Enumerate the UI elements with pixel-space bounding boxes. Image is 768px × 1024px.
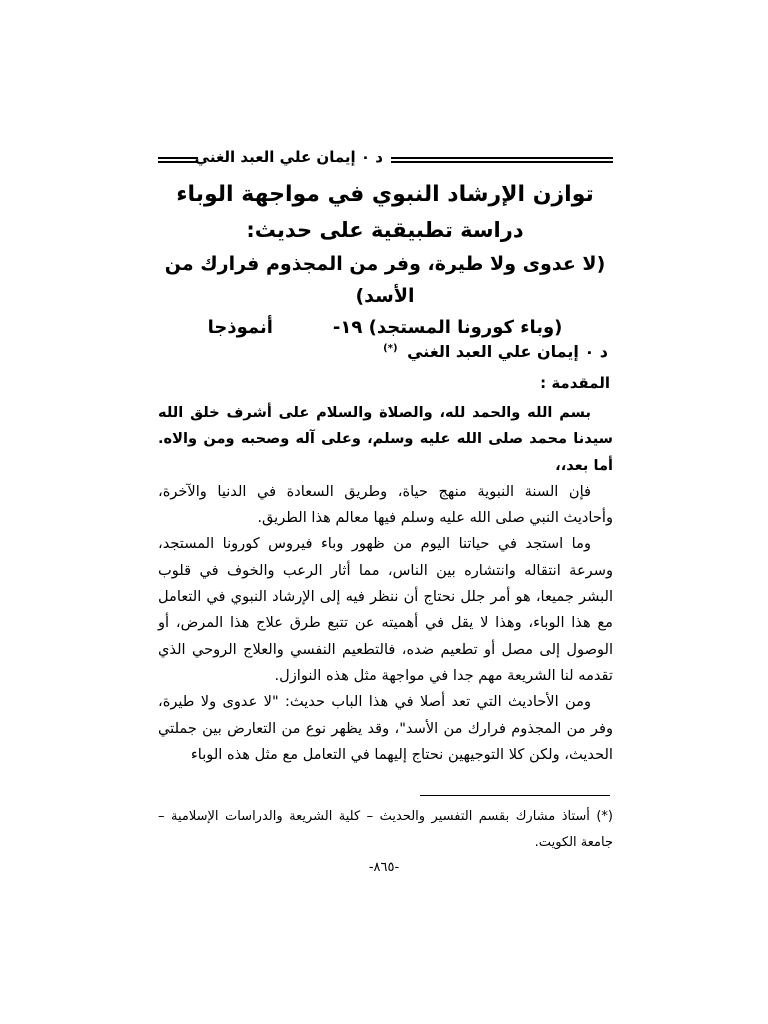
title-line-2: دراسة تطبيقية على حديث: [246,218,524,242]
footnote-divider [420,795,610,796]
byline-name: د ٠ إيمان علي العبد الغني [407,342,608,361]
header-author: د ٠ إيمان علي العبد الغني [194,148,383,166]
section-heading: المقدمة : [540,374,610,392]
body-text [158,400,613,768]
running-header [158,148,613,170]
title-line-1: توازن الإرشاد النبوي في مواجهة الوباء [176,182,594,207]
title-line-3: (لا عدوى ولا طيرة، وفر من المجذوم فرارك من الأسد) [164,253,606,307]
title-line-4 [150,312,620,344]
title-block [150,178,620,344]
header-rule-right [391,157,613,163]
title-line-4-part-b: أنموذجا [207,317,273,338]
paragraph: فإن السنة النبوية منهج حياة، وطريق السعادة في الدنيا والآخرة، وأحاديث النبي صلى الله عليه وسلم فيها معالم هذا الطريق. [158,482,613,527]
author-byline [383,342,608,361]
header-rule-left [158,157,198,163]
paragraph: بسم الله والحمد لله، والصلاة والسلام على أشرف خلق الله سيدنا محمد صلى الله عليه وسلم، وعلى آله وصحبه ومن والاه. أما بعد،، [158,404,613,474]
footnote-marker: (*) [383,342,398,354]
footnote: (*) أستاذ مشارك بقسم التفسير والحديث – كلية الشريعة والدراسات الإسلامية – جامعة الكويت. [158,809,613,850]
page-number: -٨٦٥- [368,860,400,875]
paragraph: وما استجد في حياتنا اليوم من ظهور وباء فيروس كورونا المستجد، وسرعة انتقاله وانتشاره بين الناس، مما أثار الرعب والخوف في قلوب البشر جميعا، هو أمر جلل نحتاج أن ننظر فيه إلى الإرشاد النبوي في التعامل مع هذا الوباء، وهذا لا يقل في أهميته عن تتبع طرق علاج هذا المرض، أو الوصول إلى مصل أو تطعيم ضده، فالتطعيم النفسي والعلاج الروحي الذي تقدمه لنا الشريعة مهم جدا في مواجهة مثل هذه النوازل. [158,535,613,684]
title-line-4-part-a: (وباء كورونا المستجد) ١٩- [332,317,563,338]
paragraph: ومن الأحاديث التي تعد أصلا في هذا الباب حديث: "لا عدوى ولا طيرة، وفر من المجذوم فرارك من الأسد"، وقد يظهر نوع من التعارض بين جملتي الحديث، ولكن كلا التوجيهين نحتاج إليهما في التعامل مع مثل هذه الوباء [158,693,613,763]
